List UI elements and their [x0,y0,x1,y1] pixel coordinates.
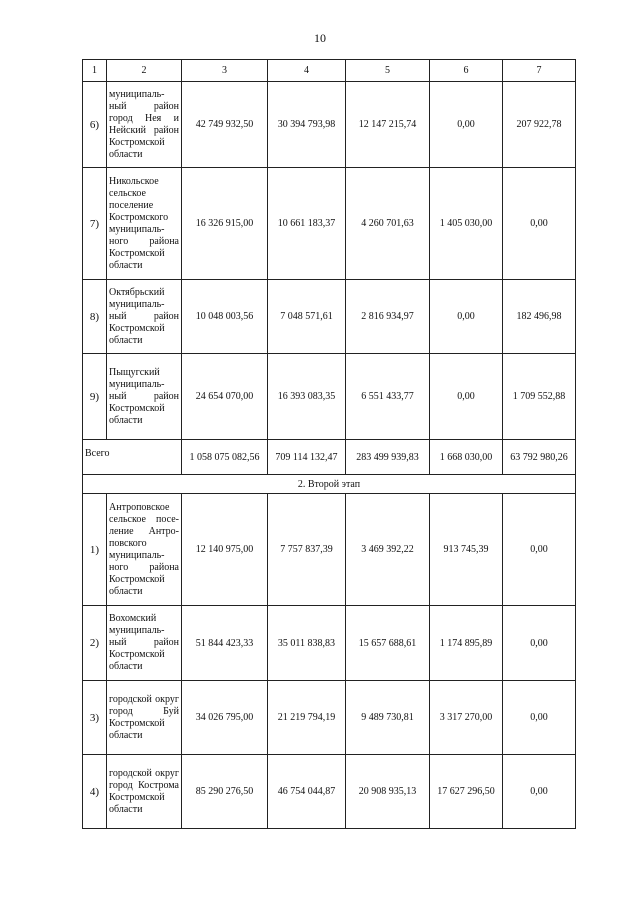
value-col3: 34 026 795,00 [182,681,268,755]
value-col7: 0,00 [503,755,576,829]
value-col5: 6 551 433,77 [346,354,430,440]
municipality-name: городской округ город Буй Костромской области [107,681,182,755]
value-col3: 10 048 003,56 [182,280,268,354]
value-col7: 207 922,78 [503,82,576,168]
value-col5: 12 147 215,74 [346,82,430,168]
value-col3: 12 140 975,00 [182,494,268,606]
value-col6: 0,00 [430,354,503,440]
table-row [83,494,576,606]
value-col5: 4 260 701,63 [346,168,430,280]
row-number: 8) [83,280,107,354]
value-col5: 3 469 392,22 [346,494,430,606]
budget-table [82,59,576,829]
value-col3: 85 290 276,50 [182,755,268,829]
total-col3: 1 058 075 082,56 [182,440,268,475]
column-number: 5 [346,60,430,82]
value-col5: 20 908 935,13 [346,755,430,829]
column-number: 7 [503,60,576,82]
table-row [83,168,576,280]
municipality-name: Октябрьский муниципаль-ный район Костромской области [107,280,182,354]
row-number: 2) [83,606,107,681]
value-col5: 9 489 730,81 [346,681,430,755]
value-col7: 0,00 [503,606,576,681]
column-number: 6 [430,60,503,82]
value-col5: 2 816 934,97 [346,280,430,354]
value-col5: 15 657 688,61 [346,606,430,681]
row-number: 4) [83,755,107,829]
value-col6: 913 745,39 [430,494,503,606]
table-row [83,354,576,440]
value-col7: 0,00 [503,494,576,606]
value-col4: 10 661 183,37 [268,168,346,280]
column-number: 4 [268,60,346,82]
stage-header-row [83,475,576,494]
value-col6: 1 174 895,89 [430,606,503,681]
value-col3: 24 654 070,00 [182,354,268,440]
total-row [83,440,576,475]
value-col4: 21 219 794,19 [268,681,346,755]
page-number: 10 [314,31,326,45]
row-number: 1) [83,494,107,606]
municipality-name: Антроповское сельское посе-ление Антро-повского муниципаль-ного района Костромской области [107,494,182,606]
municipality-name: Вохомский муниципаль-ный район Костромской области [107,606,182,681]
value-col4: 16 393 083,35 [268,354,346,440]
value-col3: 42 749 932,50 [182,82,268,168]
value-col3: 16 326 915,00 [182,168,268,280]
municipality-name: муниципаль-ный район город Нея и Нейский район Костромской области [107,82,182,168]
column-number: 2 [107,60,182,82]
column-number-row [83,60,576,82]
total-label: Всего [83,440,182,475]
total-col5: 283 499 939,83 [346,440,430,475]
column-number: 1 [83,60,107,82]
column-number: 3 [182,60,268,82]
stage-title: 2. Второй этап [83,475,576,494]
value-col7: 1 709 552,88 [503,354,576,440]
value-col6: 0,00 [430,82,503,168]
value-col3: 51 844 423,33 [182,606,268,681]
row-number: 3) [83,681,107,755]
value-col7: 0,00 [503,168,576,280]
table-row [83,280,576,354]
total-col4: 709 114 132,47 [268,440,346,475]
value-col4: 7 757 837,39 [268,494,346,606]
value-col7: 0,00 [503,681,576,755]
value-col6: 0,00 [430,280,503,354]
table-row [83,681,576,755]
municipality-name: городской округ город Кострома Костромской области [107,755,182,829]
value-col4: 7 048 571,61 [268,280,346,354]
total-col7: 63 792 980,26 [503,440,576,475]
row-number: 9) [83,354,107,440]
value-col6: 3 317 270,00 [430,681,503,755]
value-col4: 35 011 838,83 [268,606,346,681]
table-row [83,755,576,829]
total-col6: 1 668 030,00 [430,440,503,475]
municipality-name: Пыщугский муниципаль-ный район Костромской области [107,354,182,440]
value-col6: 1 405 030,00 [430,168,503,280]
table-row [83,82,576,168]
value-col4: 46 754 044,87 [268,755,346,829]
row-number: 7) [83,168,107,280]
table-row [83,606,576,681]
row-number: 6) [83,82,107,168]
value-col4: 30 394 793,98 [268,82,346,168]
value-col7: 182 496,98 [503,280,576,354]
municipality-name: Никольское сельское поселение Костромского муниципаль-ного района Костромской области [107,168,182,280]
value-col6: 17 627 296,50 [430,755,503,829]
